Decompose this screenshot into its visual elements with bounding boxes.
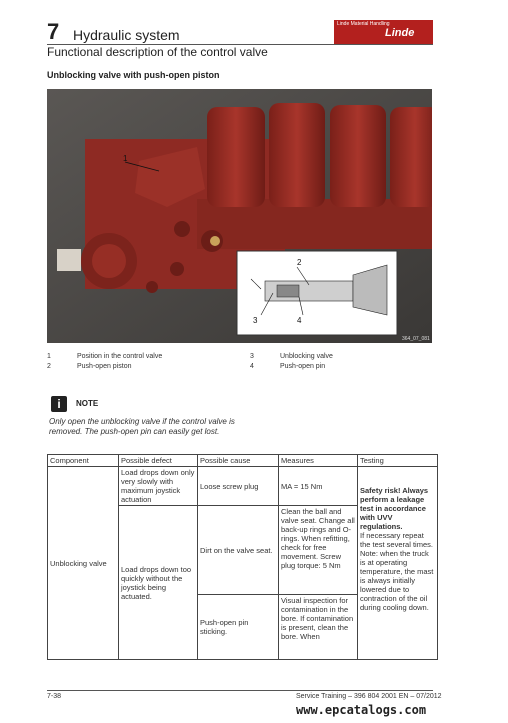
table-header: Testing [358,455,438,467]
section-heading: Unblocking valve with push-open piston [47,70,220,80]
cause-cell: Dirt on the valve seat. [198,506,279,595]
measure-cell: MA = 15 Nm [279,467,358,506]
callout-1: 1 [123,154,128,163]
legend-text-3: Unblocking valve [280,353,333,360]
defect-table [47,454,438,660]
note-text: Only open the unblocking valve if the control valve is removed. The push-open pin can easily get lost. [49,417,235,436]
legend-text-4: Push-open pin [280,363,326,370]
brand-text: Linde Material Handling [337,21,390,27]
callout-4: 4 [297,316,302,325]
valve-photo [47,89,432,343]
legend-text-1: Position in the control valve [77,353,163,360]
testing-text: If necessary repeat the test several times. Note: when the truck is at operating temperature, the mast is always initially lowered due to contraction of the oil during cooling down. [360,531,434,612]
measure-cell: Visual inspection for contamination in the bore. If contamination is present, clean the bore. When [279,595,358,660]
brand-logo: Linde [385,27,415,39]
legend-num-1: 1 [47,353,51,360]
footer-text: Service Training – 396 804 2001 EN – 07/2012 [296,693,442,700]
component-cell: Unblocking valve [48,467,119,660]
table-header: Measures [279,455,358,467]
legend-num-3: 3 [250,353,254,360]
figure-code: 364_07_081 [402,336,430,342]
table-header-row [48,455,438,467]
chapter-number: 7 [47,19,60,44]
legend-text-2: Push-open piston [77,363,132,370]
legend-num-4: 4 [250,363,254,370]
callout-2: 2 [297,258,302,267]
page-subtitle: Functional description of the control valve [47,45,268,59]
cause-cell: Loose screw plug [198,467,279,506]
callout-3: 3 [253,316,258,325]
cause-cell: Push-open pin sticking. [198,595,279,660]
testing-cell [358,467,438,660]
measure-cell: Clean the ball and valve seat. Change all back-up rings and O-rings. When refitting, check for free movement. Screw plug torque: 5 Nm [279,506,358,595]
defect-cell: Load drops down only very slowly with maximum joystick actuation [119,467,198,506]
table-row [48,467,438,506]
note-label: NOTE [76,399,99,408]
table-header: Possible defect [119,455,198,467]
table-header: Component [48,455,119,467]
info-icon: i [51,396,67,412]
footer-rule [47,690,433,691]
table-header: Possible cause [198,455,279,467]
legend-num-2: 2 [47,363,51,370]
chapter-title: Hydraulic system [73,27,180,43]
page-number: 7-38 [47,693,62,700]
testing-warning: Safety risk! Always perform a leakage test in accordance with UVV regulations. [360,486,429,531]
defect-cell: Load drops down too quickly without the joystick being actuated. [119,506,198,660]
watermark: www.epcatalogs.com [296,703,427,717]
valve-photo-drawing [47,89,432,343]
